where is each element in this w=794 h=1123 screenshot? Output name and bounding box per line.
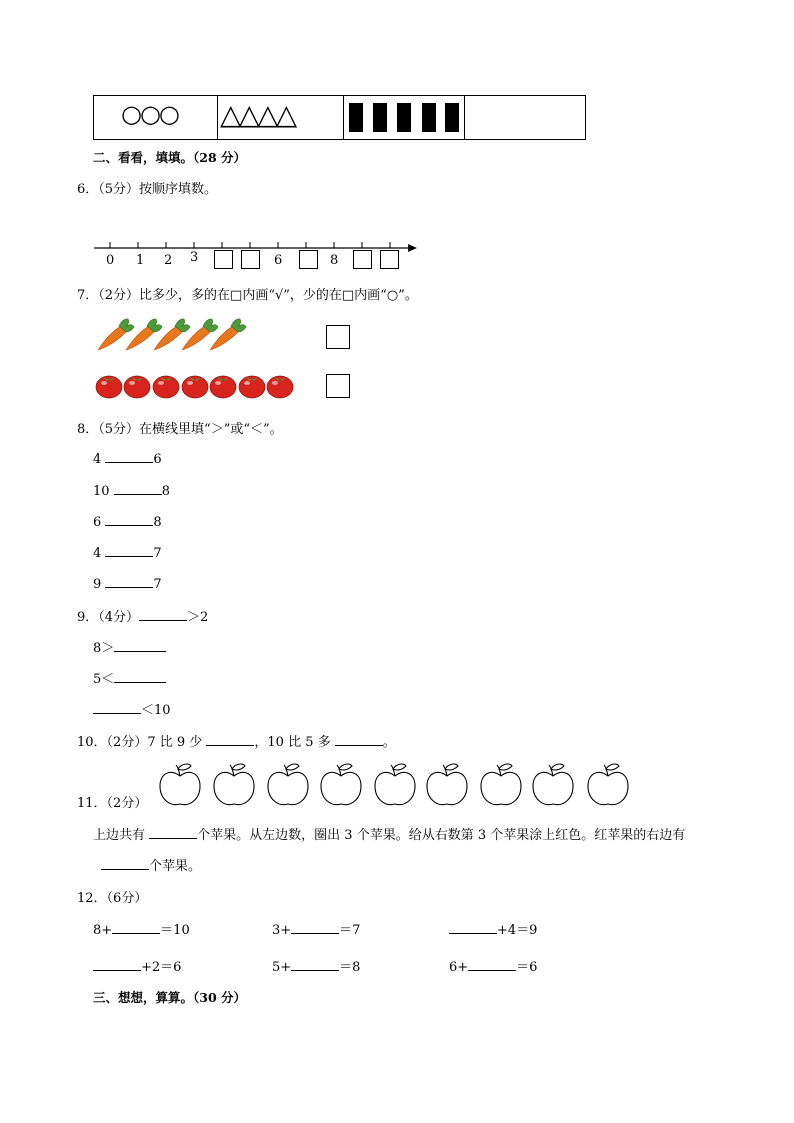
- q8-right: 6: [153, 452, 162, 467]
- apple-icon: [160, 764, 200, 805]
- nl-answer-box[interactable]: [353, 250, 372, 269]
- answer-blank[interactable]: [291, 958, 339, 971]
- apple-icon: [375, 764, 415, 805]
- nl-answer-box[interactable]: [241, 250, 260, 269]
- q11-text-a: 上边共有: [93, 828, 146, 843]
- triangles: △△△△: [220, 98, 295, 131]
- q11-line1: [93, 824, 685, 843]
- q11-text-c: 个苹果。: [149, 859, 202, 874]
- q9-line2: [93, 637, 166, 656]
- q8-row: [93, 544, 162, 561]
- apple-icon: [481, 764, 521, 805]
- q12-eq: [93, 956, 181, 975]
- q9-line1: [77, 606, 208, 625]
- q12-eq: [449, 956, 537, 975]
- shape-table: [93, 95, 586, 140]
- eq-head: 5+: [272, 960, 292, 975]
- eq-head: 6+: [449, 960, 469, 975]
- bars-cell: [344, 96, 465, 139]
- q8-left: 4: [93, 452, 102, 467]
- circles-cell: [94, 96, 218, 139]
- apple-icon: [533, 764, 573, 805]
- q11-line2: [101, 855, 201, 874]
- nl-label-0: 0: [106, 253, 115, 268]
- apple-icon: [268, 764, 308, 805]
- eq-tail: +2＝6: [141, 960, 182, 975]
- nl-answer-box[interactable]: [299, 250, 318, 269]
- answer-blank[interactable]: [468, 958, 516, 971]
- tomatoes-row: [95, 370, 305, 402]
- answer-blank[interactable]: [335, 733, 383, 746]
- q8-left: 4: [93, 546, 102, 561]
- q8-left: 10: [93, 484, 110, 499]
- answer-blank[interactable]: [114, 639, 166, 652]
- apples-row: [155, 760, 635, 808]
- nl-answer-box[interactable]: [214, 250, 233, 269]
- nl-answer-box[interactable]: [380, 250, 399, 269]
- q8-right: 7: [153, 577, 162, 592]
- carrots-row: [95, 315, 255, 357]
- q8-left: 9: [93, 577, 102, 592]
- q6-prompt: 6．（5分）按顺序填数。: [77, 182, 218, 197]
- triangles-cell: [218, 96, 344, 139]
- apple-icon: [321, 764, 361, 805]
- eq-head: 3+: [272, 923, 292, 938]
- q8-right: 8: [153, 515, 162, 530]
- answer-blank[interactable]: [105, 544, 153, 557]
- apple-icon: [214, 764, 254, 805]
- q9-line4-tail: ＜10: [141, 703, 171, 718]
- q8-left: 6: [93, 515, 102, 530]
- eq-tail: ＝7: [339, 923, 361, 938]
- answer-blank[interactable]: [93, 701, 141, 714]
- circles: ○○○: [121, 100, 178, 128]
- eq-tail: +4＝9: [497, 923, 538, 938]
- answer-blank[interactable]: [114, 670, 166, 683]
- nl-label-1: 1: [136, 253, 145, 268]
- eq-tail: ＝8: [339, 960, 361, 975]
- answer-blank[interactable]: [105, 513, 153, 526]
- q12-eq: [272, 956, 360, 975]
- q12-prompt: 12．（6分）: [77, 891, 148, 906]
- section-3-title: 三、想想，算算。（30 分）: [93, 990, 246, 1005]
- apple-icon: [427, 764, 467, 805]
- q12-eq: [93, 919, 190, 938]
- answer-blank[interactable]: [93, 958, 141, 971]
- q8-row: [93, 450, 162, 467]
- nl-label-6: 6: [274, 253, 283, 268]
- compare-box-carrots[interactable]: [326, 325, 350, 349]
- q7-prompt: 7．（2分）比多少，多的在□内画“√”，少的在□内画“○”。: [77, 288, 418, 303]
- black-bars: [344, 96, 465, 139]
- q11-prompt: 11．（2分）: [77, 796, 148, 811]
- q10-line: [77, 731, 396, 750]
- q10-mid: ，10 比 5 多: [254, 735, 331, 750]
- q9-prompt: 9．（4分）: [77, 610, 140, 625]
- apple-icon: [588, 764, 628, 805]
- answer-blank[interactable]: [101, 857, 149, 870]
- q8-row: [93, 575, 162, 592]
- answer-blank[interactable]: [105, 575, 153, 588]
- eq-tail: ＝6: [516, 960, 538, 975]
- empty-cell[interactable]: [465, 96, 585, 139]
- nl-label-2: 2: [164, 253, 173, 268]
- answer-blank[interactable]: [291, 921, 339, 934]
- q12-eq: [272, 919, 360, 938]
- q8-row: [93, 482, 170, 499]
- q9-line3-head: 5＜: [93, 672, 115, 687]
- q12-eq: [449, 919, 537, 938]
- q9-line2-head: 8＞: [93, 641, 115, 656]
- q9-line3: [93, 668, 166, 687]
- q8-right: 7: [153, 546, 162, 561]
- answer-blank[interactable]: [139, 608, 187, 621]
- q9-line1-tail: ＞2: [187, 610, 209, 625]
- answer-blank[interactable]: [105, 450, 153, 463]
- answer-blank[interactable]: [149, 826, 197, 839]
- eq-tail: ＝10: [160, 923, 190, 938]
- answer-blank[interactable]: [112, 921, 160, 934]
- nl-label-3: 3: [190, 250, 199, 265]
- q10-end: 。: [382, 735, 396, 750]
- q8-row: [93, 513, 162, 530]
- answer-blank[interactable]: [114, 482, 162, 495]
- q8-right: 8: [161, 484, 170, 499]
- answer-blank[interactable]: [206, 733, 254, 746]
- q11-text-b: 个苹果。从左边数，圈出 3 个苹果。给从右数第 3 个苹果涂上红色。红苹果的右边有: [197, 828, 686, 843]
- q9-line4: [93, 699, 171, 718]
- answer-blank[interactable]: [449, 921, 497, 934]
- eq-head: 8+: [93, 923, 113, 938]
- q10-prompt: 10．（2分）7 比 9 少: [77, 735, 203, 750]
- nl-label-8: 8: [330, 253, 339, 268]
- section-2-title: 二、看看，填填。（28 分）: [93, 150, 246, 165]
- compare-box-tomatoes[interactable]: [326, 374, 350, 398]
- q8-prompt: 8．（5分）在横线里填“＞”或“＜”。: [77, 422, 283, 437]
